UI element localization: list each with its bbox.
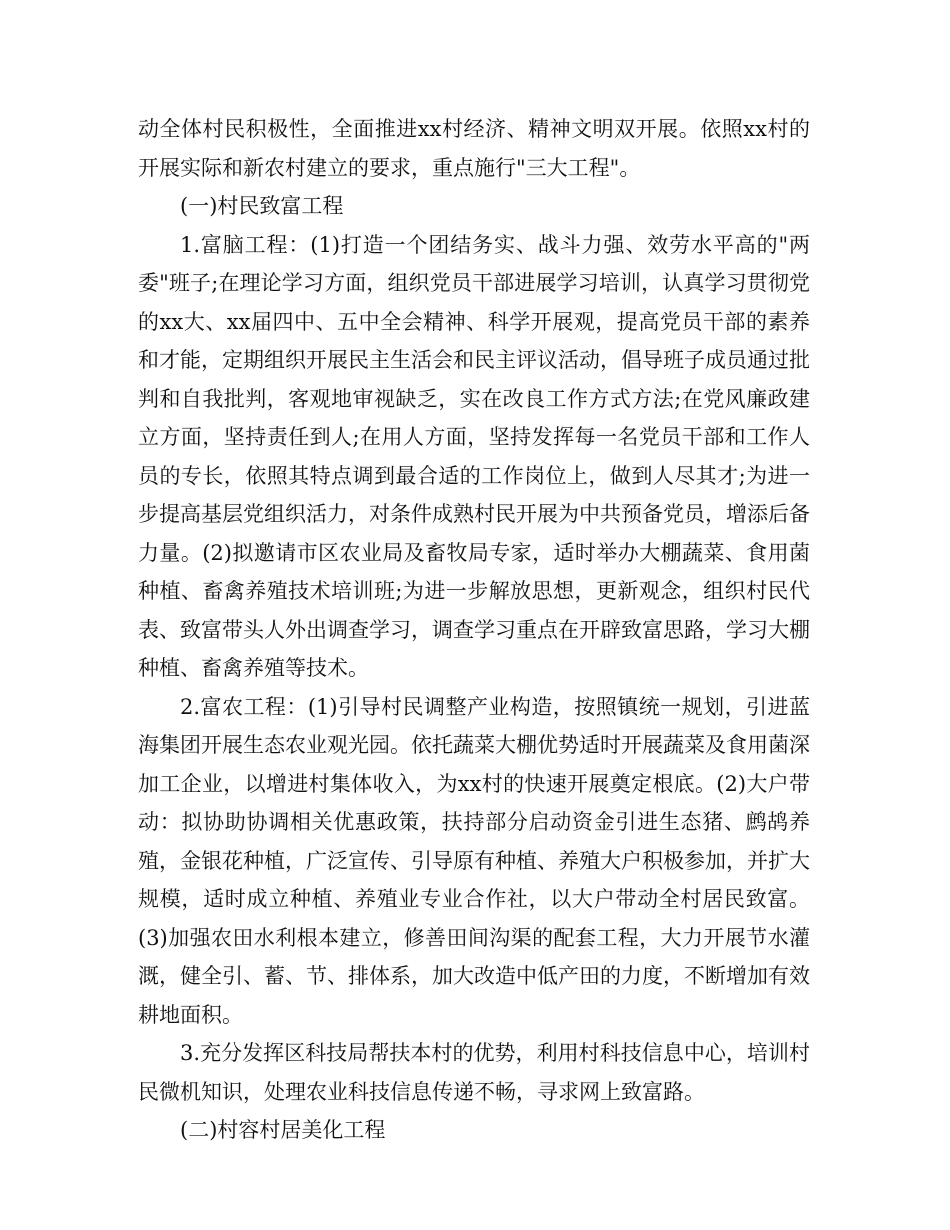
section-heading-villager-wealth: (一)村民致富工程 (180, 194, 344, 218)
paragraph-farm-enrichment: 2.富农工程：(1)引导村民调整产业构造，按照镇统一规划，引进蓝海集团开展生态农业观光园。依托蔬菜大棚优势适时开展蔬菜及食用菌深加工企业，以增进村集体收入，为xx村的快速开展奠定根底。(2)大户带动：拟协助协调相关优惠政策，扶持部分启动资金引进生态猪、鹧鸪养殖，金银花种植，广泛宣传、引导原有种植、养殖大户积极参加，并扩大规模，适时成立种植、养殖业专业合作社，以大户带动全村居民致富。(3)加强农田水利根本建立，修善田间沟渠的配套工程，大力开展节水灌溉，健全引、蓄、节、排体系，加大改造中低产田的力度，不断增加有效耕地面积。 (138, 694, 810, 1027)
paragraph-science-tech: 3.充分发挥区科技局帮扶本村的优势，利用村科技信息中心，培训村民微机知识，处理农业科技信息传递不畅，寻求网上致富路。 (138, 1041, 810, 1104)
paragraph-brain-enrichment: 1.富脑工程：(1)打造一个团结务实、战斗力强、效劳水平高的"两委"班子;在理论学习方面，组织党员干部进展学习培训，认真学习贯彻党的xx大、xx届四中、五中全会精神、科学开展观，提高党员干部的素养和才能，定期组织开展民主生活会和民主评议活动，倡导班子成员通过批判和自我批判，客观地审视缺乏，实在改良工作方式方法;在党风廉政建立方面，坚持责任到人;在用人方面，坚持发挥每一名党员干部和工作人员的专长，依照其特点调到最合适的工作岗位上，做到人尽其才;为进一步提高基层党组织活力，对条件成熟村民开展为中共预备党员，增添后备力量。(2)拟邀请市区农业局及畜牧局专家，适时举办大棚蔬菜、食用菌种植、畜禽养殖技术培训班;为进一步解放思想，更新观念，组织村民代表、致富带头人外出调查学习，调查学习重点在开辟致富思路，学习大棚种植、畜禽养殖等技术。 (138, 232, 810, 680)
section-heading-village-beautification: (二)村容村居美化工程 (180, 1118, 386, 1142)
document-body (138, 110, 810, 1150)
paragraph-continuation: 动全体村民积极性，全面推进xx村经济、精神文明双开展。依照xx村的开展实际和新农村建立的要求，重点施行"三大工程"。 (138, 117, 810, 180)
